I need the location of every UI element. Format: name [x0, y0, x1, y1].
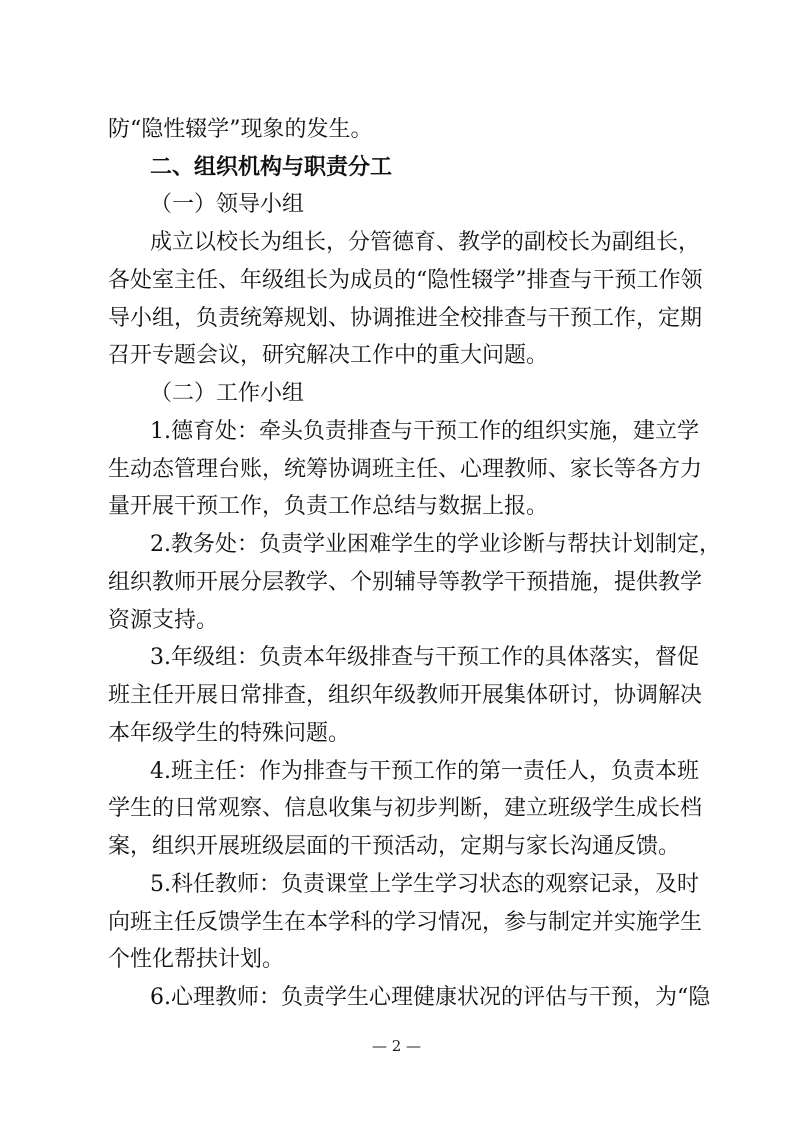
body-text-line: 3.年级组：负责本年级排查与干预工作的具体落实，督促 [150, 645, 699, 670]
body-text-line: 导小组，负责统筹规划、协调推进全校排查与干预工作，定期 [108, 306, 703, 331]
body-text-line: 成立以校长为组长，分管德育、教学的副校长为副组长， [150, 230, 701, 255]
body-text-line: 各处室主任、年级组长为成员的“隐性辍学”排查与干预工作领 [108, 268, 703, 293]
body-text-line: 5.科任教师：负责课堂上学生学习状态的观察记录，及时 [150, 872, 699, 897]
section-heading: 二、组织机构与职责分工 [150, 155, 393, 180]
body-text-line: 2.教务处：负责学业困难学生的学业诊断与帮扶计划制定， [150, 532, 721, 557]
body-text-line: 召开专题会议，研究解决工作中的重大问题。 [108, 343, 549, 368]
body-text-line: 组织教师开展分层教学、个别辅导等教学干预措施，提供教学 [108, 570, 703, 595]
body-text-line: 生动态管理台账，统筹协调班主任、心理教师、家长等各方力 [108, 457, 703, 482]
subsection-heading: （一）领导小组 [150, 192, 305, 217]
body-text-line: 案，组织开展班级层面的干预活动，定期与家长沟通反馈。 [108, 834, 681, 859]
body-text-line: 1.德育处：牵头负责排查与干预工作的组织实施，建立学 [150, 419, 699, 444]
body-text-line: 班主任开展日常排查，组织年级教师开展集体研讨，协调解决 [108, 683, 703, 708]
body-text-line: 个性化帮扶计划。 [108, 947, 285, 972]
subsection-heading: （二）工作小组 [150, 381, 305, 406]
body-text-line: 防“隐性辍学”现象的发生。 [108, 117, 373, 142]
body-text-line: 资源支持。 [108, 608, 219, 633]
page-number: — 2 — [371, 1037, 422, 1055]
body-text-line: 向班主任反馈学生在本学科的学习情况，参与制定并实施学生 [108, 910, 703, 935]
body-text-line: 学生的日常观察、信息收集与初步判断，建立班级学生成长档 [108, 796, 703, 821]
body-text-line: 4.班主任：作为排查与干预工作的第一责任人，负责本班 [150, 759, 699, 784]
body-text-line: 本年级学生的特殊问题。 [108, 721, 351, 746]
body-text-line: 量开展干预工作，负责工作总结与数据上报。 [108, 494, 549, 519]
body-text-line: 6.心理教师：负责学生心理健康状况的评估与干预，为“隐 [150, 985, 711, 1010]
